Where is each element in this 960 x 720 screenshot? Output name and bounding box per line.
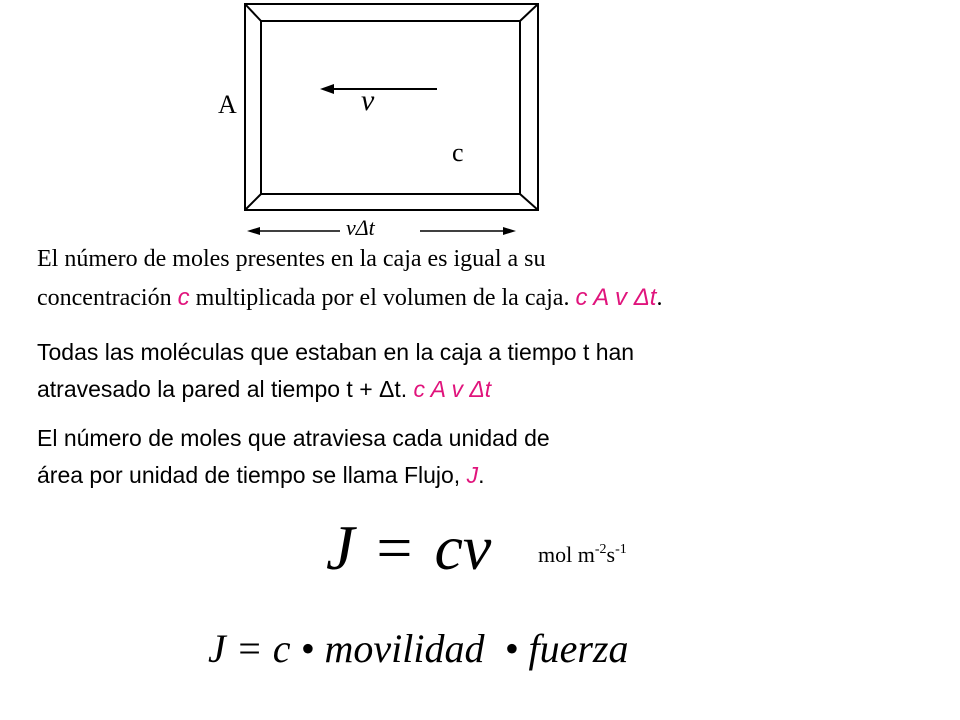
length-label: vΔt xyxy=(346,215,375,240)
para3-end: . xyxy=(478,462,485,488)
para2-line1: Todas las moléculas que estaban en la caja a tiempo t han xyxy=(37,339,635,365)
mobility-formula: J = c • movilidad • fuerza xyxy=(208,626,629,671)
para2-line2 xyxy=(37,376,491,403)
box-back-face xyxy=(261,21,520,194)
box-edge-bl xyxy=(245,194,261,210)
units-s: s xyxy=(606,542,616,567)
box-edge-br xyxy=(520,194,538,210)
flux-equation xyxy=(326,512,491,584)
box-front-face xyxy=(245,4,538,210)
concentration-label: c xyxy=(452,138,464,167)
velocity-label: v xyxy=(361,84,375,117)
para3-line1: El número de moles que atraviesa cada unidad de xyxy=(37,425,550,451)
para1-line2-rest: multiplicada por el volumen de la caja. xyxy=(189,285,576,311)
flux-units xyxy=(538,542,627,568)
length-arrowhead-left xyxy=(247,227,260,235)
para1-line1: El número de moles presentes en la caja es igual a su xyxy=(37,246,546,272)
velocity-arrowhead xyxy=(320,84,334,94)
box-edge-tr xyxy=(520,4,538,21)
equation-rhs: cv xyxy=(434,512,492,583)
units-exp-m: -2 xyxy=(594,542,607,557)
para1-end: . xyxy=(656,285,663,311)
units-mol-m: mol m xyxy=(538,542,595,567)
equation-equals: = xyxy=(376,512,413,583)
units-exp-s: -1 xyxy=(615,542,627,557)
para2-expr: c A v Δt xyxy=(413,376,492,402)
para1-line2 xyxy=(37,284,662,312)
area-label: A xyxy=(218,90,237,119)
para2-line2-text: atravesado la pared al tiempo t + Δt. xyxy=(37,376,414,402)
para1-var-c: c xyxy=(177,284,190,311)
box-edge-tl xyxy=(245,4,261,21)
para1-expr: c A v Δt xyxy=(575,284,657,311)
length-arrowhead-right xyxy=(503,227,516,235)
para3-line2-text: área por unidad de tiempo se llama Flujo, xyxy=(37,462,467,488)
para3-var-j: J xyxy=(466,462,479,488)
para3-line2 xyxy=(37,462,484,489)
para1-line2-text: concentración xyxy=(37,285,178,311)
equation-lhs: J xyxy=(326,512,355,583)
